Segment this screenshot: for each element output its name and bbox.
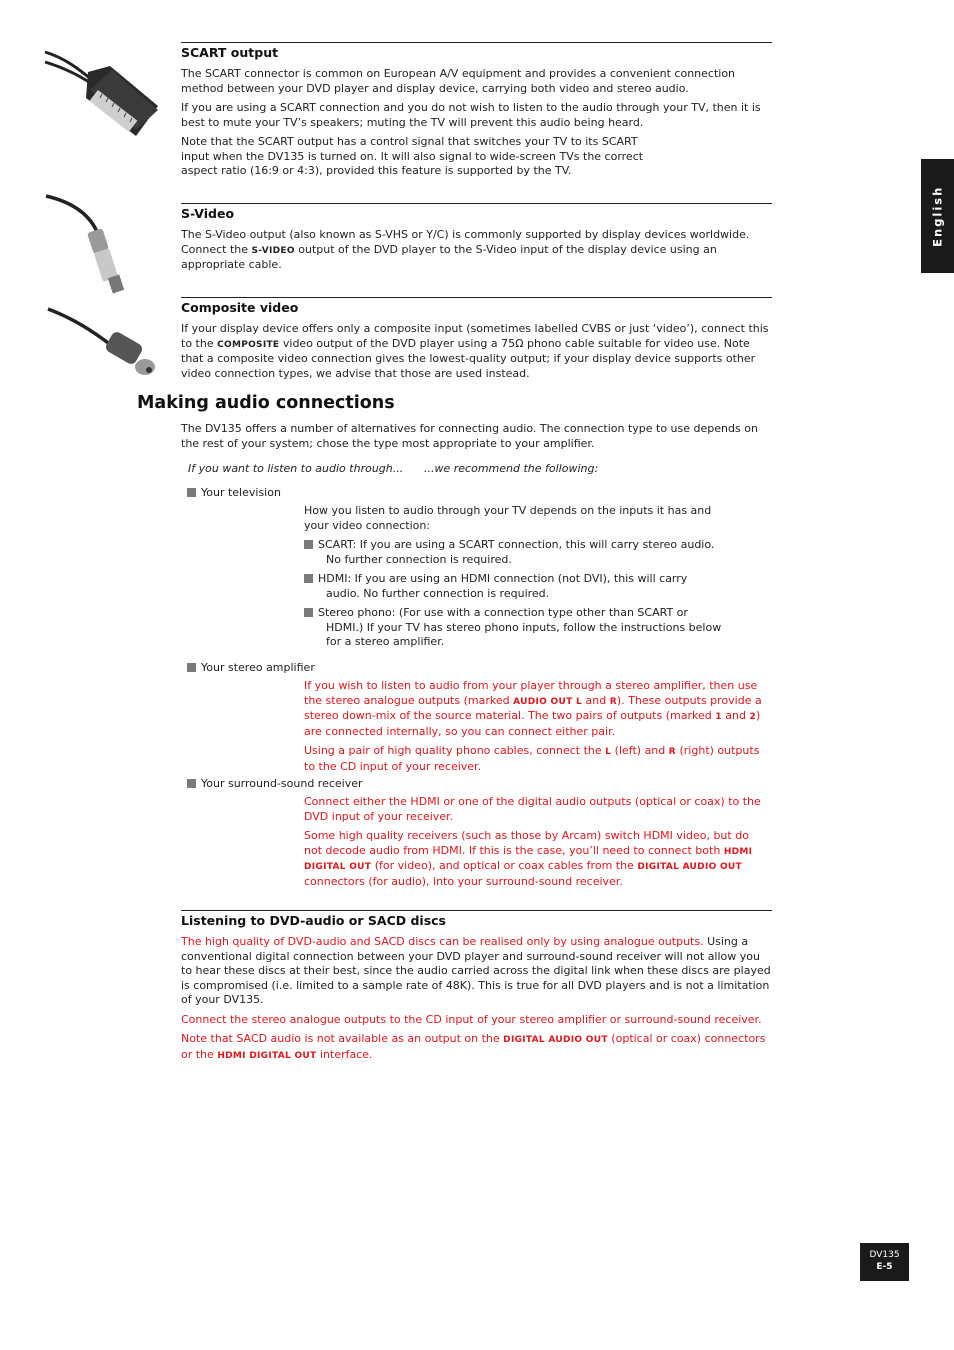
composite-cable-icon <box>45 305 160 385</box>
scart-paragraph-1: The SCART connector is common on European A/V equipment and provides a convenient connection method between your DVD player and display device, carrying both video and stereo audio. <box>181 67 736 95</box>
s-video-body <box>181 228 773 278</box>
s-video-heading: S-Video <box>181 206 235 221</box>
language-tab-label: English <box>930 185 945 247</box>
bullet-square-icon <box>187 779 196 788</box>
television-intro: How you listen to audio through your TV depends on the inputs it has and your video connection: <box>304 504 712 532</box>
dvd-audio-rule <box>181 910 772 911</box>
composite-body <box>181 322 773 386</box>
television-item-scart: SCART: If you are using a SCART connection, this will carry stereo audio. No further connection is required. <box>304 538 724 567</box>
bullet-square-icon <box>304 574 313 583</box>
audio-option-television: Your television <box>187 486 281 501</box>
dvd-audio-body <box>181 935 773 1068</box>
dvd-audio-paragraph-2: Connect the stereo analogue outputs to the CD input of your stereo amplifier or surround-sound receiver. <box>181 1012 762 1026</box>
stereo-amplifier-details <box>304 679 770 779</box>
composite-paragraph: If your display device offers only a composite input (sometimes labelled CVBS or just ‘video’), connect this to the COMPOSITE video output of the DVD player using a 75Ω phono cable suitable for video use. Note that a composite video connection gives the lowest-quality output; if your display device supports other video connection types, we advise that those are used instead. <box>181 322 769 380</box>
television-details <box>304 504 724 655</box>
scart-rule <box>181 42 772 43</box>
scart-paragraph-2: If you are using a SCART connection and you do not wish to listen to the audio through your TV, then it is best to mute your TV’s speakers; muting the TV will prevent this audio being heard. <box>181 101 761 129</box>
scart-cable-icon <box>40 40 170 150</box>
surround-paragraph-1: Connect either the HDMI or one of the digital audio outputs (optical or coax) to the DVD input of your receiver. <box>304 795 761 823</box>
scart-paragraph-3: Note that the SCART output has a control signal that switches your TV to its SCART input when the DV135 is turned on. It will also signal to wide-screen TVs the correct aspect ratio (16:9 or 4:3), provided this feature is supported by the TV. <box>181 135 644 177</box>
s-video-paragraph: The S-Video output (also known as S-VHS or Y/C) is commonly supported by display devices worldwide. Connect the S-VIDEO output of the DVD player to the S-Video input of the display device using an appropriate cable. <box>181 228 750 271</box>
s-video-cable-icon <box>42 192 152 302</box>
composite-rule <box>181 297 772 298</box>
audio-option-stereo-amplifier: Your stereo amplifier <box>187 661 315 676</box>
audio-table-header-left: If you want to listen to audio through... <box>188 462 404 475</box>
stereo-amplifier-paragraph-2: Using a pair of high quality phono cables, connect the L (left) and R (right) outputs to the CD input of your receiver. <box>304 744 760 773</box>
television-item-stereo-phono: Stereo phono: (For use with a connection type other than SCART or HDMI.) If your TV has stereo phono inputs, follow the instructions below for a stereo amplifier. <box>304 606 724 650</box>
audio-option-surround-receiver: Your surround-sound receiver <box>187 777 363 792</box>
television-item-hdmi: HDMI: If you are using an HDMI connection (not DVI), this will carry audio. No further connection is required. <box>304 572 724 601</box>
page-number-box <box>860 1243 909 1281</box>
bullet-square-icon <box>187 663 196 672</box>
surround-paragraph-2: Some high quality receivers (such as those by Arcam) switch HDMI video, but do not decode audio from HDMI. If this is the case, you’ll need to connect both HDMI DIGITAL OUT (for video), and optical or coax cables from the DIGITAL AUDIO OUT connectors (for audio), into your surround-sound receiver. <box>304 829 753 888</box>
page-number: E-5 <box>876 1262 893 1272</box>
bullet-square-icon <box>304 540 313 549</box>
audio-table-header-right: ...we recommend the following: <box>424 462 599 475</box>
model-label: DV135 <box>869 1250 900 1260</box>
language-tab <box>921 159 954 273</box>
audio-intro: The DV135 offers a number of alternatives for connecting audio. The connection type to use depends on the rest of your system; chose the type most appropriate to your amplifier. <box>181 422 758 450</box>
audio-heading: Making audio connections <box>137 393 395 413</box>
dvd-audio-paragraph-3: Note that SACD audio is not available as an output on the DIGITAL AUDIO OUT (optical or coax) connectors or the HDMI DIGITAL OUT interface. <box>181 1032 766 1061</box>
scart-heading: SCART output <box>181 45 279 60</box>
bullet-square-icon <box>187 488 196 497</box>
surround-receiver-details <box>304 795 770 894</box>
dvd-audio-paragraph-1: The high quality of DVD-audio and SACD discs can be realised only by using analogue outputs. Using a conventional digital connection between your DVD player and surround-sound receiver will not allow you to hear these discs at their best, since the audio carried across the digital link when these discs are played is compromised (i.e. limited to a sample rate of 48K). This is true for all DVD players and is not a limitation of your DV135. <box>181 935 771 1006</box>
composite-heading: Composite video <box>181 300 299 315</box>
dvd-audio-heading: Listening to DVD-audio or SACD discs <box>181 913 446 928</box>
scart-body <box>181 67 773 184</box>
stereo-amplifier-paragraph-1: If you wish to listen to audio from your player through a stereo amplifier, then use the stereo analogue outputs (marked AUDIO OUT L and R). These outputs provide a stereo down-mix of the source material. The two pairs of outputs (marked 1 and 2) are connected internally, so you can connect either pair. <box>304 679 762 738</box>
s-video-rule <box>181 203 772 204</box>
bullet-square-icon <box>304 608 313 617</box>
